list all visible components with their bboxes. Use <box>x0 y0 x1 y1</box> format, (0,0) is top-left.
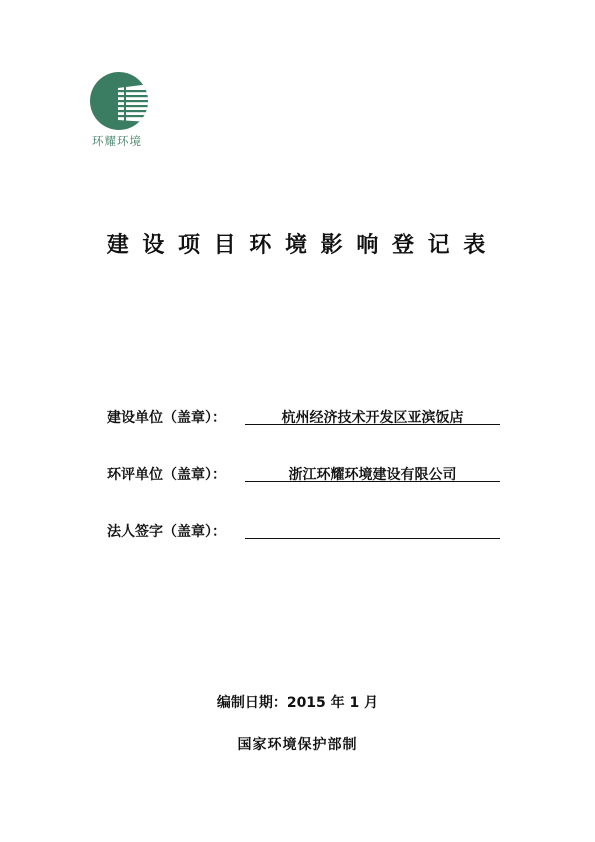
issuer: 国家环境保护部制 <box>237 737 358 753</box>
field-value <box>245 521 500 539</box>
field-label: 法人签字（盖章）： <box>107 524 226 540</box>
field-value: 浙江环耀环境建设有限公司 <box>245 464 500 482</box>
logo-text: 环耀环境 <box>92 134 142 148</box>
company-logo <box>88 70 150 132</box>
field-legal-signature <box>107 521 502 543</box>
compile-date: 编制日期：2015 年 1 月 <box>216 695 379 711</box>
field-assessment-unit <box>107 464 502 486</box>
field-construction-unit <box>107 407 502 429</box>
field-label: 建设单位（盖章）： <box>107 410 226 426</box>
page-title: 建 设 项 目 环 境 影 响 登 记 表 <box>106 232 489 258</box>
logo-mark-icon <box>88 70 150 132</box>
field-value: 杭州经济技术开发区亚滨饭店 <box>245 407 500 425</box>
field-label: 环评单位（盖章）： <box>107 467 226 483</box>
